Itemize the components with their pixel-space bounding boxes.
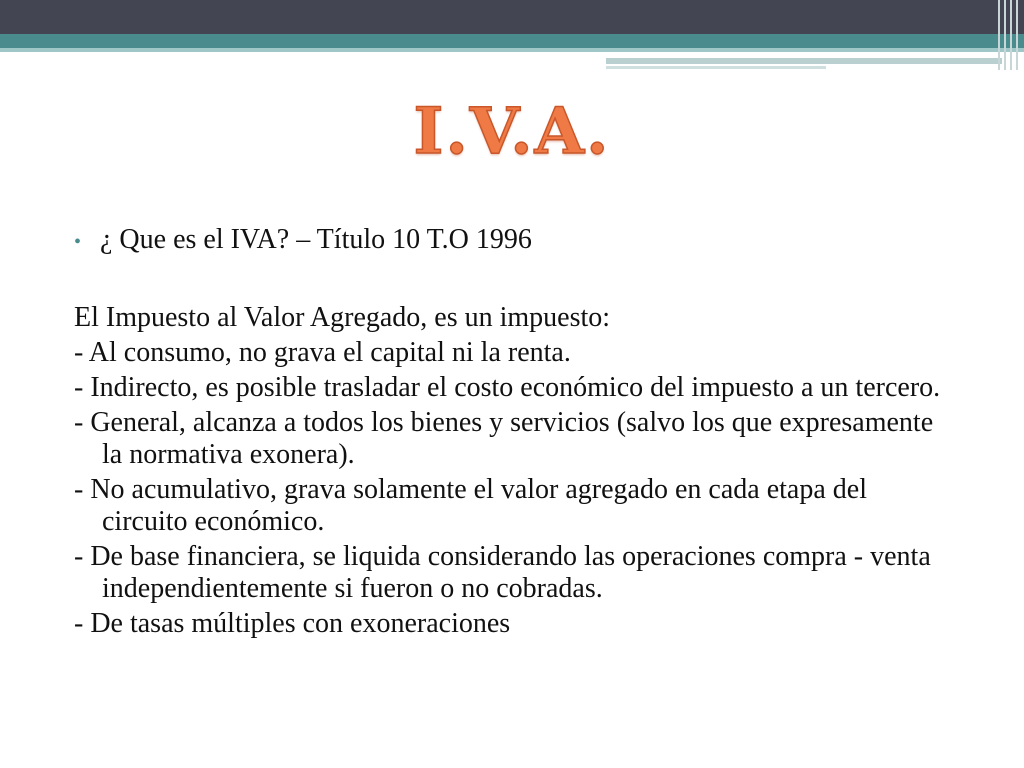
- header-band-dark: [0, 0, 1024, 34]
- list-item: - Al consumo, no grava el capital ni la renta.: [74, 337, 571, 368]
- bullet-dot-icon: •: [74, 231, 82, 253]
- header-rule-secondary: [606, 66, 826, 69]
- header-stripes: [994, 0, 1024, 70]
- list-item: - Indirecto, es posible trasladar el costo económico del impuesto a un tercero.: [74, 372, 941, 403]
- list-item: - De base financiera, se liquida considerando las operaciones compra - venta independientemente si fueron o no cobradas.: [74, 541, 931, 604]
- bullet-text: ¿ Que es el IVA? – Título 10 T.O 1996: [100, 224, 532, 255]
- slide-title: I.V.A.: [413, 94, 611, 169]
- header-rule: [606, 58, 1002, 64]
- bullet-item: [74, 224, 954, 258]
- header-band-teal-fade: [0, 48, 1024, 52]
- header-band-teal: [0, 34, 1024, 48]
- list-item: - General, alcanza a todos los bienes y servicios (salvo los que expresamente la normativa exonera).: [74, 407, 934, 470]
- title-area: [0, 94, 1024, 169]
- slide-body: [74, 224, 954, 643]
- list-item: - No acumulativo, grava solamente el valor agregado en cada etapa del circuito económico.: [74, 474, 867, 537]
- intro-text: El Impuesto al Valor Agregado, es un impuesto:: [74, 302, 611, 333]
- list-item: - De tasas múltiples con exoneraciones: [74, 608, 511, 639]
